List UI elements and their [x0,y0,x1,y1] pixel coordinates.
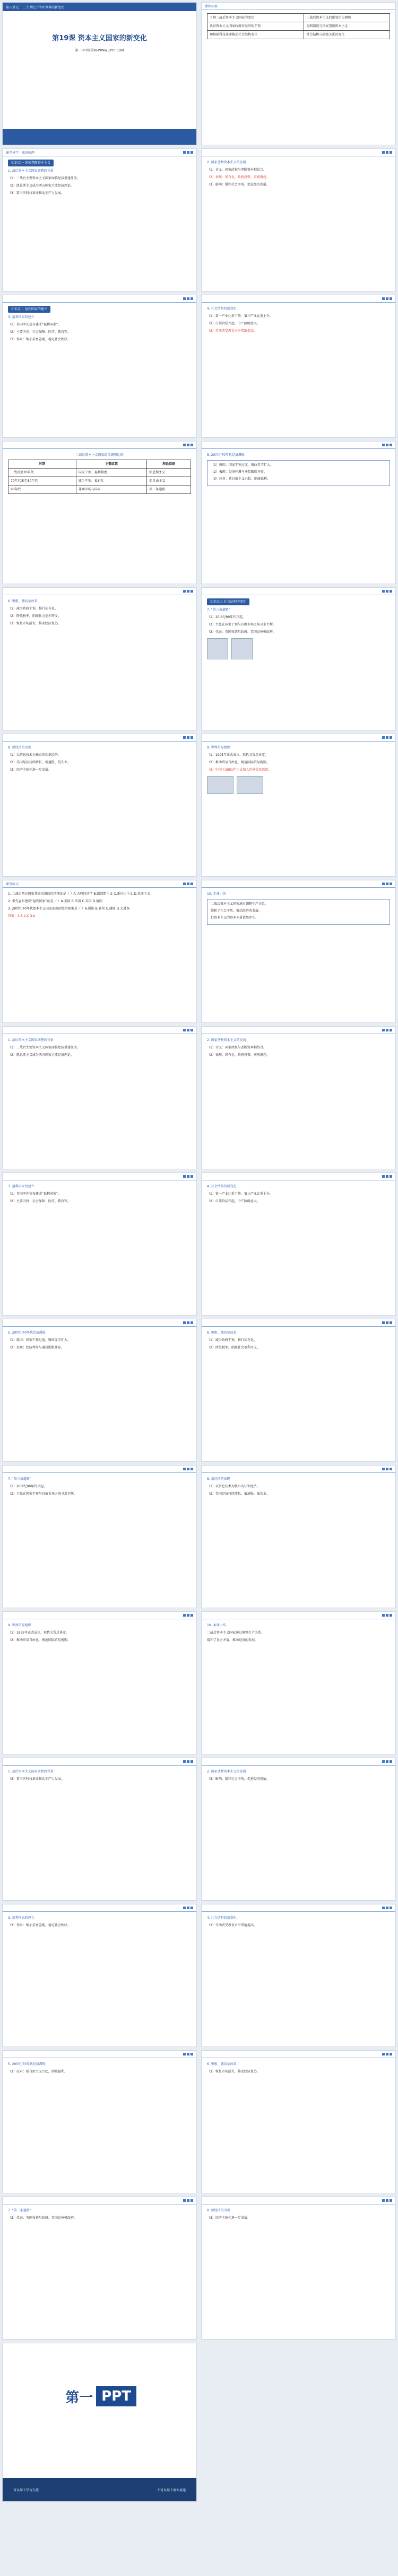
section-head: 3. 福利国家的建立 [8,315,34,319]
source-url: 第一PPT模板网-WWW.1PPT.COM [75,49,124,52]
page-dots-icon [382,1175,392,1178]
logo-text-a: 第一 [65,2389,93,2406]
page-dots-icon [382,736,392,739]
section-head: 9. 世界贸易组织 [207,746,230,749]
body-line: （3）恢复市场活力，推动经济复苏。 [207,2070,260,2074]
cover-header [3,3,196,11]
page-dots-icon [183,883,193,885]
content-slide [201,2050,396,2193]
body-line: （2）表现：国有化、政府投资、宏观调控。 [207,175,270,179]
body-line: （2）主要内容：社会保障、医疗、教育等。 [8,330,71,334]
lesson-title: 第19课 资本主义国家的新变化 [52,34,147,42]
body-line: （1）20世纪90年代兴起。 [8,1485,47,1488]
column-header: 理论依据 [147,460,191,469]
brand-logo [34,2375,167,2418]
content-slide [201,1904,396,2047]
table-cell: 减少干预、私有化 [76,477,147,486]
section-head: 5. 20世纪70年代经济滞胀 [8,1331,46,1335]
logo-image [207,776,233,794]
body-line: （2）降低税率，削减社会福利开支。 [8,614,61,618]
body-line: （2）凯恩斯主义成为西方国家主流经济理论。 [8,1053,74,1057]
section-head: 8. 新经济的出现 [207,1477,230,1481]
section-head: 3. 福利国家的建立 [8,1916,34,1920]
policy-table [8,460,191,494]
section-head: 6. 里根、撒切尔改革 [207,2062,237,2066]
content-slide [2,1319,197,1462]
body-line: （3）经济全球化进一步发展。 [207,2216,250,2220]
page-dots-icon [183,2053,193,2055]
section-head: 8. 新经济的出现 [207,2209,230,2212]
quiz-item: 1. 二战后西方国家普遍采用的经济理论是（ ）A.古典经济学 B.凯恩斯主义 C.新自由主义 D.重商主义 [8,892,150,896]
page-dots-icon [183,1760,193,1763]
body-line: （1）英国率先宣布建成“福利国家”。 [8,323,62,327]
page-dots-icon [183,297,193,300]
portrait-image [207,638,228,659]
body-line: （3）劳动者受教育水平普遍提高。 [207,1924,257,1927]
slide-header [202,1612,395,1619]
body-line: （1）第一产业比重下降，第三产业比重上升。 [207,1192,273,1196]
page-dots-icon [382,1321,392,1324]
table-cell: 社会结构与阶级关系的变化 [304,31,390,39]
section-head: 5. 20世纪70年代经济滞胀 [207,453,245,457]
content-slide [2,295,197,438]
table-cell: 国家干预、福利制度 [76,469,147,477]
page-dots-icon [382,2053,392,2055]
page-dots-icon [382,297,392,300]
content-slide [201,587,396,730]
slide-header [3,1319,196,1327]
body-line: （2）推动贸易自由化，规范国际贸易规则。 [207,761,270,764]
slide-header [3,588,196,595]
slide-header [202,880,395,888]
table-row [8,486,191,494]
page-dots-icon [183,736,193,739]
body-line: （1）英国率先宣布建成“福利国家”。 [8,1192,62,1196]
standards-slide [201,2,396,145]
body-line: （2）表现：国有化、政府投资、宏观调控。 [207,1053,270,1057]
content-box [207,460,390,486]
body-line: 缓和了社会矛盾，推动经济的发展， [207,1638,258,1642]
body-line: （3）作用：缩小贫富差距，稳定社会秩序。 [8,338,71,341]
body-line: （3）作用：缩小贫富差距，稳定社会秩序。 [8,1924,71,1927]
body-line: （3）劳动者受教育水平普遍提高。 [207,329,257,333]
section-head: 10. 本课小结 [207,892,226,896]
page-dots-icon [183,1468,193,1470]
page-dots-icon [382,1468,392,1470]
body-line: 但资本主义的基本矛盾依然存在。 [211,916,259,920]
body-line: （3）中国于2001年正式加入世界贸易组织。 [207,768,272,772]
body-line: 缓和了社会矛盾，推动经济的发展， [211,909,262,913]
slide-header [202,1173,395,1180]
content-slide [2,1904,197,2047]
page-dots-icon [183,1907,193,1909]
section-head: 9. 世界贸易组织 [8,1624,31,1627]
content-slide [2,1172,197,1316]
table-cell: 二战后至70年代 [8,469,76,477]
table-cell: 认识资本主义国家政府对经济的干预 [207,22,304,31]
logo-image [237,776,263,794]
section-head: 4. 社会结构的新变化 [207,307,237,311]
table-cell: 理解新科技革命推动社会结构变化 [207,31,304,39]
body-line: （1）1995年正式成立，取代关贸总协定。 [8,1631,70,1635]
body-line: （2）降低税率，削减社会福利开支。 [207,1346,260,1349]
table-row [8,469,191,477]
content-slide [2,2196,197,2340]
slide-header [202,442,395,449]
slide-header [202,734,395,742]
body-line: （1）含义：国家政权与垄断资本相结合。 [207,1046,266,1049]
content-slide [201,1465,396,1608]
body-line: 二战后资本主义国家通过调整生产关系， [207,1631,265,1635]
body-line: （1）以信息技术为核心的知识经济。 [8,753,61,757]
content-slide [2,1611,197,1754]
column-header: 时期 [8,460,76,469]
section-head: 1. 战后资本主义国家调整的背景 [8,1038,54,1042]
slide-header [202,1758,395,1766]
section-head: 6. 里根、撒切尔改革 [207,1331,237,1335]
unit-title: 二十世纪下半叶世界的新变化 [23,5,65,10]
page-dots-icon [183,444,193,446]
section-head: 7. “第三条道路” [8,2209,31,2212]
content-slide [201,148,396,292]
brand-slide [2,2343,197,2502]
table-row [207,31,390,39]
content-slide [201,1172,396,1316]
slide-header [202,295,395,303]
page-dots-icon [382,1029,392,1031]
page-dots-icon [382,1760,392,1763]
slide-header [3,1027,196,1034]
body-line: （3）经济全球化进一步发展。 [8,768,51,772]
body-line: （3）影响：缓和社会矛盾，促进经济发展。 [207,1777,270,1781]
slide-header [202,1466,395,1473]
quiz-answer: 答案：1.B 2.C 3.A [8,914,36,918]
section-tag: 知识点二 福利国家的建立 [8,306,50,313]
body-line: （2）白领阶层兴起，中产阶级壮大。 [207,322,260,325]
content-box [207,899,390,925]
section-head: 2. 国家垄断资本主义的发展 [207,161,246,164]
table-slide [2,441,197,584]
body-line: （2）白领阶层兴起，中产阶级壮大。 [207,1199,260,1203]
body-line: （3）恢复市场活力，推动经济复苏。 [8,622,61,625]
content-slide [201,441,396,584]
table-header-row [8,460,191,469]
section-head: 7. “第三条道路” [8,1477,31,1481]
page-dots-icon [382,444,392,446]
section-head: 1. 战后资本主义国家调整的背景 [8,169,54,173]
logo-text-b: PPT [96,2386,136,2406]
slide-header [202,2197,395,2204]
section-head: 4. 社会结构的新变化 [207,1916,237,1920]
table-cell: 兼顾市场与国家 [76,486,147,494]
content-slide [201,1319,396,1462]
body-line: （1）原因：国家干预过度，财政赤字扩大。 [8,1338,71,1342]
body-line: （1）以信息技术为核心的知识经济。 [207,1485,260,1488]
section-head: 6. 里根、撒切尔改革 [8,599,38,603]
body-line: （1）第一产业比重下降，第三产业比重上升。 [207,314,273,318]
body-line: （2）主张在国家干预与自由市场之间寻求平衡。 [8,1492,77,1496]
section-head: 8. 新经济的出现 [8,746,31,749]
page-dots-icon [382,1614,392,1617]
quiz-item: 3. 20世纪70年代资本主义国家出现的经济现象是（ ）A.滞胀 B.繁荣 C.通缩 D.大萧条 [8,907,130,911]
slide-header [202,149,395,156]
standards-table [207,13,390,39]
body-line: （2）表现：经济停滞与通货膨胀并存。 [211,470,267,474]
slide-header [3,734,196,742]
section-tag: 知识点一 国家垄断资本主义 [8,160,54,166]
body-line: （1）1995年正式成立，取代关贸总协定。 [207,753,269,757]
table-cell: 了解二战后资本主义国家的变化 [207,14,304,22]
body-line: （2）表现：经济停滞与通货膨胀并存。 [8,1346,64,1349]
portrait-image [231,638,253,659]
body-line: （2）主张在国家干预与自由市场之间寻求平衡。 [207,623,276,627]
slide-head-text: 课堂导学 · 知识梳理 [6,151,34,155]
slide-header [3,149,196,156]
body-line: （1）含义：国家政权与垄断资本相结合。 [207,168,266,172]
page-dots-icon [183,1175,193,1178]
table-cell: 二战后资本主义的新变化与调整 [304,14,390,22]
page-dots-icon [382,2199,392,2202]
column-header: 主要政策 [76,460,147,469]
slide-header [3,2051,196,2058]
content-slide [2,734,197,877]
slide-header [3,1173,196,1180]
footer-left-text: 可以用于学习交流 [13,2488,39,2492]
body-line: （3）影响：缓和社会矛盾，促进经济发展。 [207,183,270,187]
section-head: 2. 国家垄断资本主义的发展 [207,1770,246,1774]
body-line: （1）20世纪90年代兴起。 [207,615,246,619]
page-dots-icon [183,151,193,154]
content-slide [201,1758,396,1901]
table-cell: 凯恩斯主义 [147,469,191,477]
body-line: （1）二战后主要资本主义国家面临经济重建任务。 [8,177,80,180]
footer-right-text: 不可以用于商业用途 [157,2488,186,2492]
body-line: （2）美国经济持续增长，低通胀、低失业。 [8,761,71,764]
cover-slide [2,2,197,145]
slide-header [3,1466,196,1473]
body-line: （3）应对：新自由主义兴起，削减福利。 [8,2070,67,2074]
page-dots-icon [183,1614,193,1617]
quiz-slide [2,880,197,1023]
content-slide [201,295,396,438]
table-row [8,477,191,486]
page-dots-icon [183,1321,193,1324]
section-head: 4. 社会结构的新变化 [207,1185,237,1188]
page-dots-icon [382,590,392,593]
brand-footer [3,2478,196,2501]
section-head: 5. 20世纪70年代经济滞胀 [8,2062,46,2066]
content-slide [2,148,197,292]
table-cell: 第三条道路 [147,486,191,494]
page-dots-icon [183,1029,193,1031]
table-cell: 70年代末至80年代 [8,477,76,486]
body-line: （2）推动贸易自由化，规范国际贸易规则。 [8,1638,71,1642]
cover-band [3,129,196,145]
body-line: （1）原因：国家干预过度，财政赤字扩大。 [211,463,273,467]
slide-head-text: 课程标准 [205,5,218,8]
content-slide [201,1611,396,1754]
slide-header [3,1612,196,1619]
table-row [207,22,390,31]
content-slide [201,734,396,877]
body-line: （2）美国经济持续增长，低通胀、低失业。 [207,1492,270,1496]
page-dots-icon [382,1907,392,1909]
table-caption: 二战后资本主义国家政策调整比较 [75,453,124,457]
slide-header [3,1904,196,1912]
table-cell: 新自由主义 [147,477,191,486]
table-row [207,14,390,22]
slide-header [202,1027,395,1034]
slide-header [3,1758,196,1766]
page-dots-icon [382,151,392,154]
body-line: （3）代表：英国布莱尔政府、美国克林顿政府。 [207,630,276,634]
body-line: 二战后资本主义国家通过调整生产关系， [211,902,269,906]
body-line: （1）二战后主要资本主义国家面临经济重建任务。 [8,1046,80,1049]
content-slide [2,587,197,730]
slide-header [202,588,395,595]
slide-header [202,2051,395,2058]
slide-header [202,1319,395,1327]
slide-header [202,3,395,10]
section-head: 1. 战后资本主义国家调整的背景 [8,1770,54,1774]
slide-header [3,2197,196,2204]
section-head: 2. 国家垄断资本主义的发展 [207,1038,246,1042]
content-slide [2,1758,197,1901]
slide-header [3,295,196,303]
section-tag: 知识点三 社会结构的变化 [207,598,249,605]
page-dots-icon [183,590,193,593]
content-slide [2,1026,197,1169]
body-line: （1）减少政府干预，推行私有化。 [207,1338,257,1342]
body-line: （2）主要内容：社会保障、医疗、教育等。 [8,1199,71,1203]
body-line: （3）应对：新自由主义兴起，削减福利。 [211,477,270,481]
page-dots-icon [183,2199,193,2202]
slide-header [3,880,196,888]
content-slide [201,2196,396,2340]
body-line: （1）减少政府干预，推行私有化。 [8,607,58,611]
section-head: 10. 本课小结 [207,1624,226,1627]
body-line: （3）代表：英国布莱尔政府、美国克林顿政府。 [8,2216,77,2220]
unit-label: 第八单元 [6,5,19,10]
section-head: 7. “第三条道路” [207,608,230,612]
content-slide [201,1026,396,1169]
table-cell: 90年代 [8,486,76,494]
page-dots-icon [382,883,392,885]
section-head: 3. 福利国家的建立 [8,1185,34,1188]
content-slide [2,1465,197,1608]
slide-header [202,1904,395,1912]
content-slide [201,880,396,1023]
slide-header [3,442,196,449]
body-line: （2）凯恩斯主义成为西方国家主流经济理论。 [8,184,74,188]
slide-head-text: 课堂练习 [6,883,19,886]
table-cell: 福利制度与国家垄断资本主义 [304,22,390,31]
body-line: （3）第三次科技革命推动生产力发展。 [8,1777,64,1781]
content-slide [2,2050,197,2193]
body-line: （3）第三次科技革命推动生产力发展。 [8,191,64,195]
quiz-item: 2. 率先宣布建成“福利国家”的是（ ）A.美国 B.法国 C.英国 D.德国 [8,899,103,903]
